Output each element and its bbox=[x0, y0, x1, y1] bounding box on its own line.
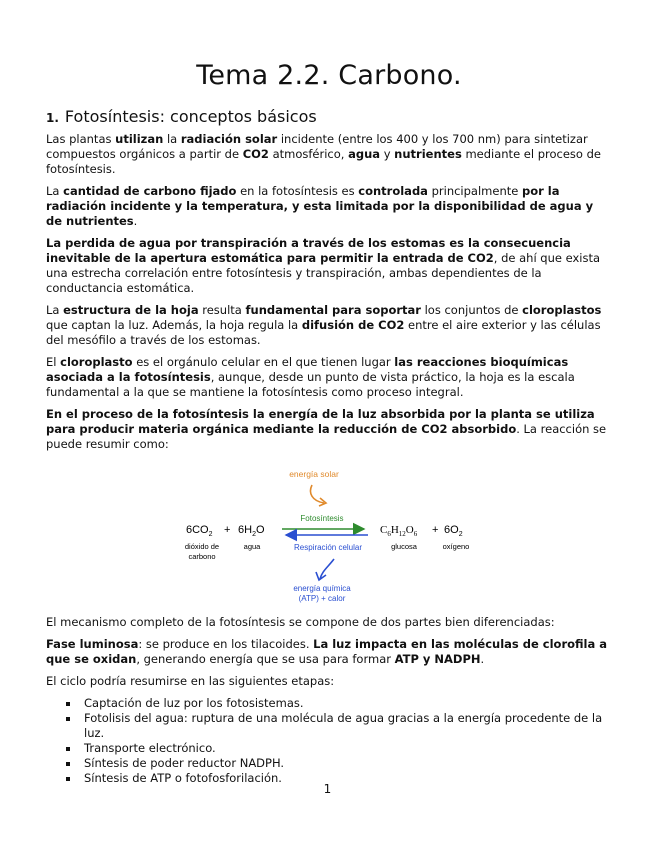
list-item: Transporte electrónico. bbox=[84, 741, 612, 756]
paragraph-4: La estructura de la hoja resulta fundamental para soportar los conjuntos de cloroplastos que captan la luz. Además, la hoja regula la difusión de CO2 entre el aire exterior y las células del mesófilo a través de los estomas. bbox=[46, 303, 602, 347]
chemical-energy-label-2: (ATP) + calor bbox=[298, 594, 346, 603]
label-glucose: glucosa bbox=[391, 542, 417, 551]
photosynthesis-label: Fotosíntesis bbox=[300, 514, 344, 523]
section-heading bbox=[46, 107, 612, 126]
equation-diagram bbox=[46, 459, 612, 609]
page-title: Tema 2.2. Carbono. bbox=[196, 60, 462, 91]
stages-list bbox=[46, 696, 612, 786]
list-item: Fotolisis del agua: ruptura de una molécula de agua gracias a la energía procedente de la luz. bbox=[84, 711, 612, 741]
reactant-h2o: $6H_2O$ bbox=[238, 524, 265, 538]
respiration-label: Respiración celular bbox=[293, 543, 363, 552]
paragraph-3: La perdida de agua por transpiración a través de los estomas es la consecuencia inevitable de la apertura estomática para permitir la entrada de CO2, de ahí que exista una estrecha correlación entre fotosíntesis y transpiración, ambas dependientes de la conductancia estomática. bbox=[46, 236, 601, 295]
solar-energy-label: energía solar bbox=[289, 469, 339, 479]
product-o2: $6O_2$ bbox=[444, 524, 463, 538]
paragraph-2: La cantidad de carbono fijado en la fotosíntesis es controlada principalmente por la radiación incidente y la temperatura, y esta limitada por la disponibilidad de agua y de nutrientes. bbox=[46, 184, 594, 228]
plus-sign-1: + bbox=[224, 524, 231, 536]
paragraph-1: Las plantas utilizan la radiación solar incidente (entre los 400 y los 700 nm) para sintetizar compuestos orgánicos a partir de CO2 atmosférico, agua y nutrientes mediante el proceso de fotosíntesis. bbox=[46, 132, 601, 176]
product-glucose: $C_6H_{12}O_6$ bbox=[380, 524, 418, 538]
paragraph-6: En el proceso de la fotosíntesis la energía de la luz absorbida por la planta se utiliza para producir materia orgánica mediante la reducción de CO2 absorbido. La reacción se puede resumir como: bbox=[46, 407, 607, 451]
list-item: Síntesis de poder reductor NADPH. bbox=[84, 756, 612, 771]
list-item: Captación de luz por los fotosistemas. bbox=[84, 696, 612, 711]
chemical-energy-label-1: energía química bbox=[293, 584, 351, 593]
paragraph-9: El ciclo podría resumirse en las siguientes etapas: bbox=[46, 674, 335, 688]
label-co2-line2: carbono bbox=[188, 552, 216, 561]
reactant-co2: $6CO_2$ bbox=[186, 524, 213, 538]
document-page bbox=[46, 60, 612, 786]
section-title: Fotosíntesis: conceptos básicos bbox=[64, 107, 317, 126]
label-h2o: agua bbox=[243, 542, 261, 551]
plus-sign-2: + bbox=[432, 524, 439, 536]
paragraph-8: Fase luminosa: se produce en los tilacoides. La luz impacta en las moléculas de clorofila a que se oxidan, generando energía que se usa para formar ATP y NADPH. bbox=[46, 637, 608, 666]
paragraph-7: El mecanismo completo de la fotosíntesis se compone de dos partes bien diferenciadas: bbox=[46, 615, 555, 629]
list-item: Síntesis de ATP o fotofosforilación. bbox=[84, 771, 612, 786]
paragraph-5: El cloroplasto es el orgánulo celular en el que tienen lugar las reacciones bioquímicas asociada a la fotosíntesis, aunque, desde un punto de vista práctico, la hoja es la escala fundamental a la que se mantiene la fotosíntesis como proceso integral. bbox=[46, 355, 575, 399]
label-o2: oxígeno bbox=[442, 542, 470, 551]
chemical-energy-arrow-icon bbox=[320, 559, 334, 579]
photosynthesis-equation-figure bbox=[46, 459, 612, 609]
label-co2-line1: dióxido de bbox=[184, 542, 220, 551]
section-number: 1. bbox=[46, 111, 59, 125]
page-number: 1 bbox=[323, 782, 332, 796]
